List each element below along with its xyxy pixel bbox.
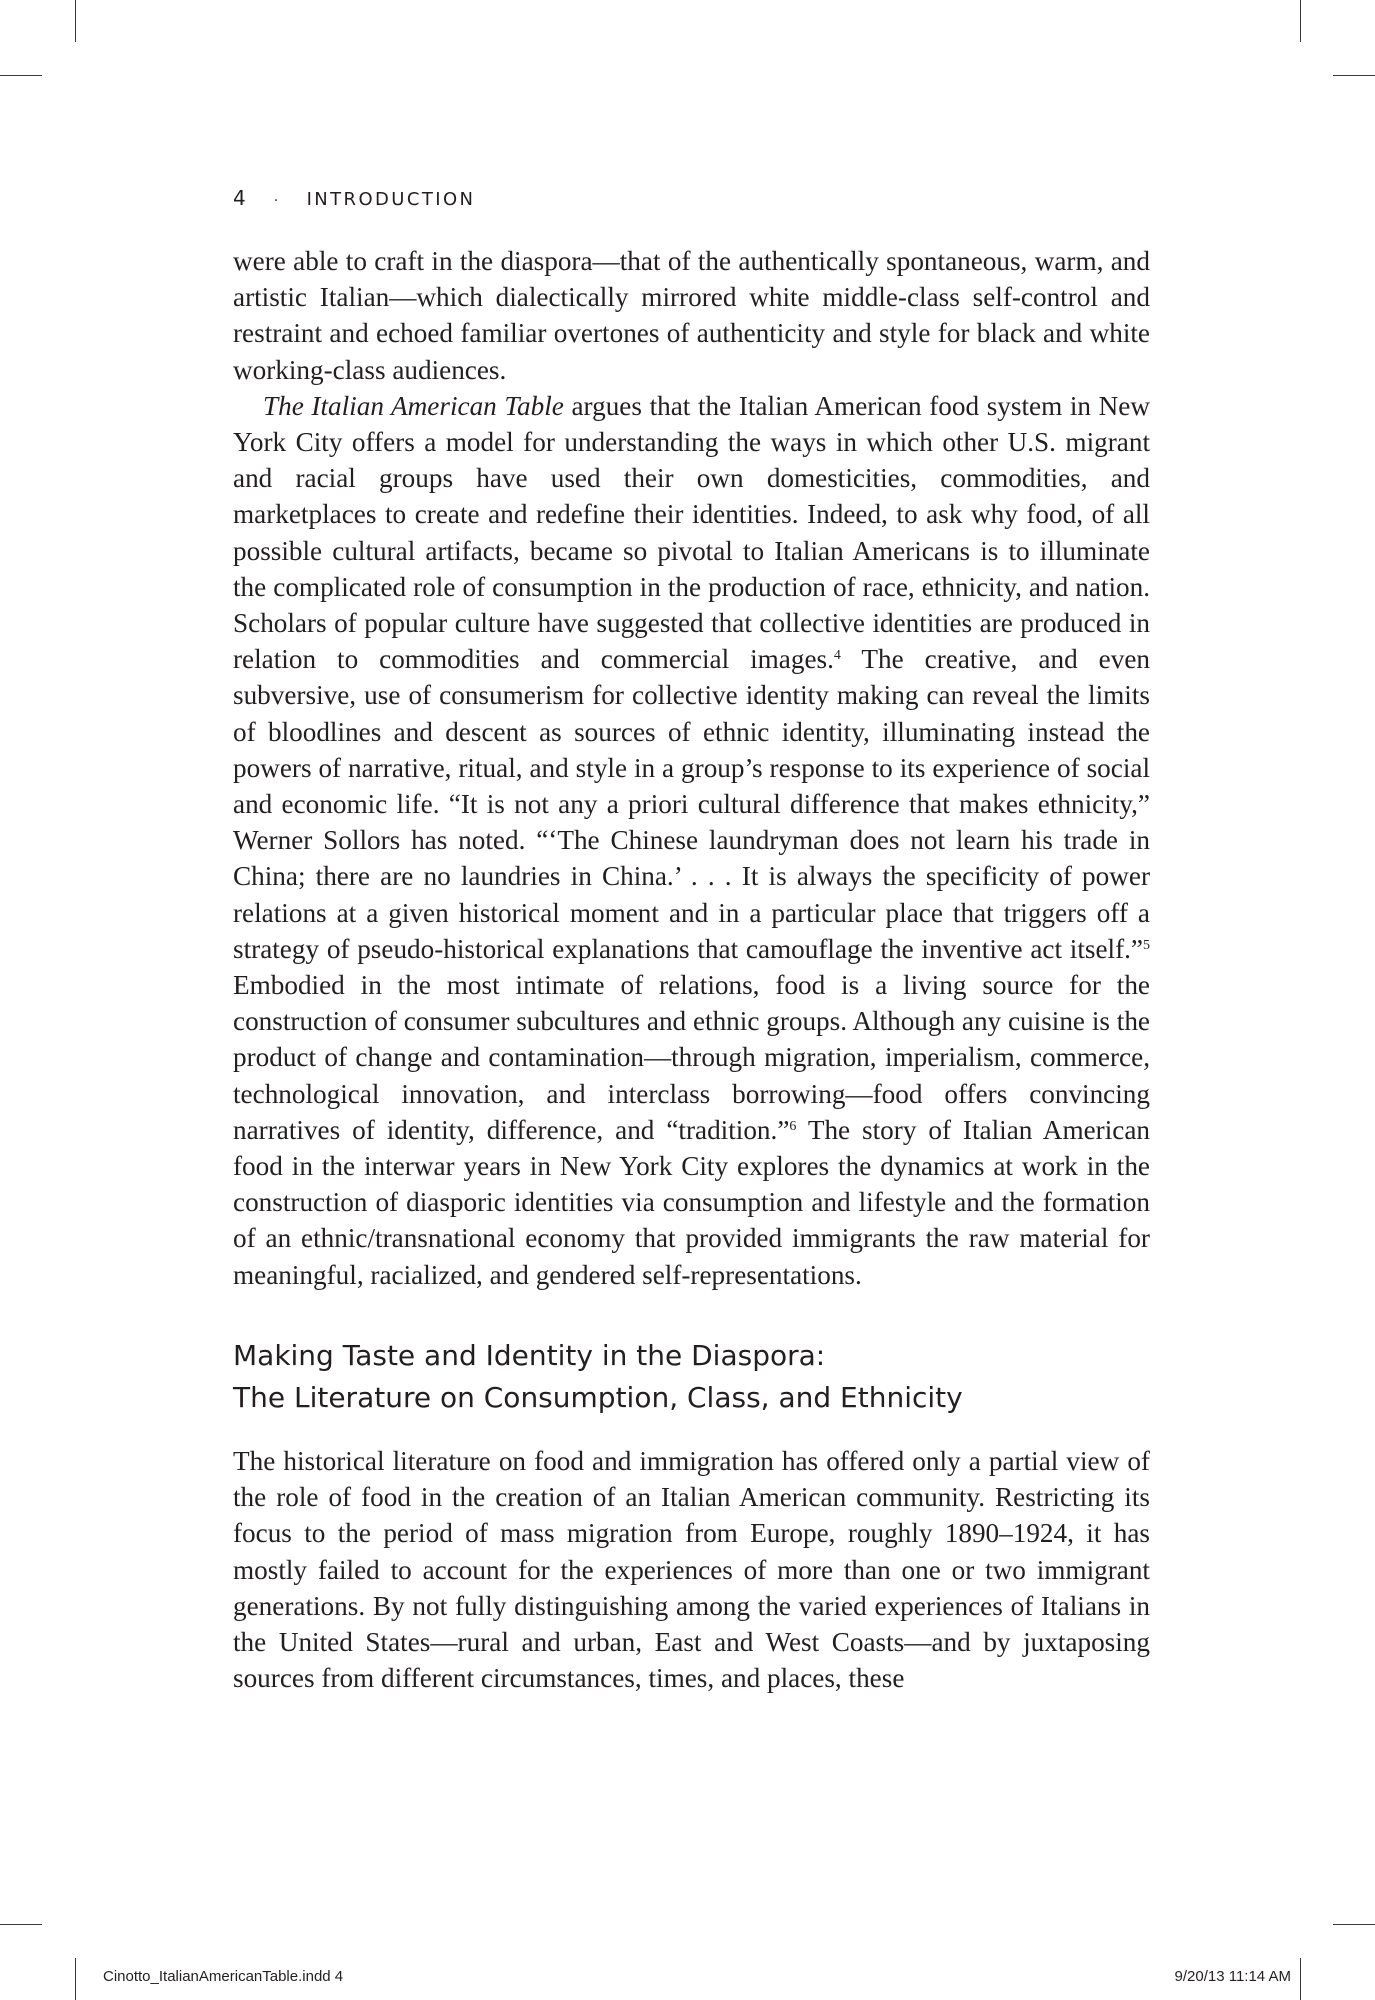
- crop-mark-bottom-right-horizontal: [1333, 1924, 1375, 1925]
- paragraph-argument: [233, 388, 1150, 1293]
- paragraph-literature: The historical literature on food and immigration has offered only a partial view of the role of food in the creation of an Italian American community. Restricting its focus to the period of mass migration from Europe, roughly 1890–1924, it has mostly failed to account for the experiences of more than one or two immigrant generations. By not fully distinguishing among the varied experiences of Italians in the United States—rural and urban, East and West Coasts—and by juxtaposing sources from different circumstances, times, and places, these: [233, 1445, 1150, 1694]
- section-heading-line-1: Making Taste and Identity in the Diaspora:: [233, 1338, 826, 1372]
- footnote-ref-4[interactable]: 4: [833, 648, 841, 664]
- paragraph-text: The creative, and even subversive, use of consumerism for collective identity making can reveal the limits of bloodlines and descent as sources of ethnic identity, illuminating instead the powers of narrative, ritual, and style in a group’s response to its experience of social and economic life. “It is not any a priori cultural difference that makes ethnicity,” Werner Sollors has noted. “‘The Chinese laundryman does not learn his trade in China; there are no laundries in China.’ . . . It is always the specificity of power relations at a given historical moment and in a particular place that triggers off a strategy of pseudo-historical explanations that camouflage the inventive act itself.”: [233, 644, 1150, 964]
- footnote-ref-5[interactable]: 5: [1143, 937, 1150, 953]
- paragraph-text: Embodied in the most intimate of relations, food is a living source for the construction of consumer subcultures and ethnic groups. Although any cuisine is the product of change and contamination—through migration, imperialism, commerce, technological innovation, and interclass borrowing—food offers convincing narratives of identity, difference, and “tradition.”: [233, 970, 1150, 1145]
- slug-timestamp: 9/20/13 11:14 AM: [1174, 1968, 1291, 1985]
- paragraph-text: The story of Italian American food in the interwar years in New York City explores the dynamics at work in the construction of diasporic identities via consumption and lifestyle and the formation of an ethnic/transnational economy that provided immigrants the raw material for meaningful, racialized, and gendered self-representations.: [233, 1114, 1150, 1290]
- crop-mark-bottom-right: [1300, 1958, 1301, 2000]
- section-heading: [233, 1335, 1150, 1419]
- crop-mark-top-left: [75, 0, 76, 42]
- paragraph-text: argues that the Italian American food system in New York City offers a model for understanding the ways in which other U.S. migrant and racial groups have used their own domesticities, commodities, and marketplaces to create and redefine their identities. Indeed, to ask why food, of all possible cultural artifacts, became so pivotal to Italian Americans is to illuminate the complicated role of consumption in the production of race, ethnicity, and nation. Scholars of popular culture have suggested that collective identities are produced in relation to commodities and commercial images.: [233, 390, 1150, 675]
- crop-mark-top-right: [1300, 0, 1301, 42]
- slug-file-name: Cinotto_ItalianAmericanTable.indd 4: [103, 1968, 344, 1985]
- running-head: [233, 186, 475, 210]
- crop-mark-bottom-left-horizontal: [0, 1924, 42, 1925]
- section-heading-line-2: The Literature on Consumption, Class, and Ethnicity: [233, 1380, 963, 1414]
- body-text: [233, 243, 1150, 1696]
- book-title: The Italian American Table: [263, 390, 564, 421]
- running-head-separator: ·: [273, 193, 281, 209]
- crop-mark-top-left-horizontal: [0, 75, 42, 76]
- crop-mark-top-right-horizontal: [1333, 75, 1375, 76]
- section-title: INTRODUCTION: [306, 189, 476, 210]
- footnote-ref-6[interactable]: 6: [789, 1118, 797, 1134]
- paragraph-continued: were able to craft in the diaspora—that of the authentically spontaneous, warm, and artistic Italian—which dialectically mirrored white middle-class self-control and restraint and echoed familiar overtones of authenticity and style for black and white working-class audiences.: [233, 246, 1150, 385]
- crop-mark-bottom-left: [75, 1958, 76, 2000]
- page-number: 4: [233, 186, 246, 210]
